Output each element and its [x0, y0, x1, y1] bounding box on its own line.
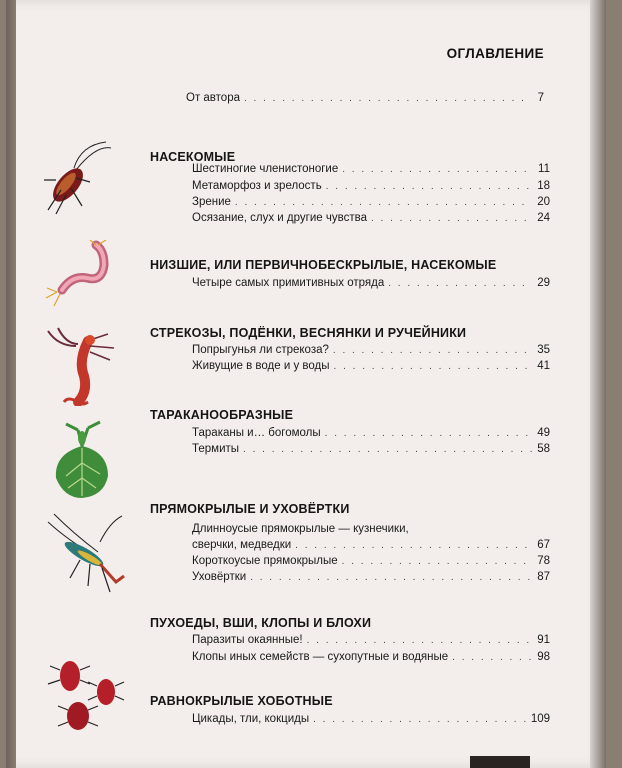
book-page	[6, 0, 606, 768]
toc-entry[interactable]: Цикады, тли, кокциды . . . 109	[192, 713, 550, 729]
toc-entry[interactable]: Термиты . . . 58	[192, 443, 550, 459]
cockroach-illustration	[36, 140, 116, 220]
toc-entry[interactable]: Длинноусые прямокрылые — кузнечики,	[192, 523, 409, 535]
grasshopper-illustration	[40, 512, 126, 596]
toc-entry[interactable]: Осязание, слух и другие чувства . . . 24	[192, 212, 550, 228]
toc-title: ОГЛАВЛЕНИЕ	[446, 46, 544, 61]
toc-entry[interactable]: Тараканы и… богомолы . . . 49	[192, 427, 550, 443]
toc-entry[interactable]: Попрыгунья ли стрекоза? . . . 35	[192, 344, 550, 360]
toc-entry[interactable]: Короткоусые прямокрылые . . . 78	[192, 555, 550, 571]
section-heading: ТАРАКАНООБРАЗНЫЕ	[150, 408, 294, 422]
bugs-illustration	[46, 652, 130, 738]
toc-entry[interactable]: Паразиты окаянные! . . . 91	[192, 634, 550, 650]
page-shadow	[470, 756, 530, 768]
section-heading: СТРЕКОЗЫ, ПОДЁНКИ, ВЕСНЯНКИ И РУЧЕЙНИКИ	[150, 326, 467, 340]
toc-entry[interactable]: Метаморфоз и зрелость . . . 18	[192, 180, 550, 196]
toc-entry[interactable]: Живущие в воде и у воды . . . 41	[192, 360, 550, 376]
page-spine	[6, 0, 16, 768]
toc-entry[interactable]: Шестиногие членистоногие . . . 11	[192, 163, 550, 179]
section-heading: НИЗШИЕ, ИЛИ ПЕРВИЧНОБЕСКРЫЛЫЕ, НАСЕКОМЫЕ	[150, 258, 497, 272]
entry-page: 7	[537, 92, 544, 104]
page-edge	[590, 0, 606, 768]
section-heading: РАВНОКРЫЛЫЕ ХОБОТНЫЕ	[150, 694, 333, 708]
toc-entry[interactable]: сверчки, медведки . . . 67	[192, 539, 550, 555]
section-heading: НАСЕКОМЫЕ	[150, 150, 236, 164]
toc-entry-intro[interactable]	[186, 92, 544, 108]
silverfish-illustration	[42, 240, 122, 310]
toc-entry[interactable]: Четыре самых примитивных отряда . . . 29	[192, 277, 550, 293]
toc-entry[interactable]: Клопы иных семейств — сухопутные и водяные . . . 98	[192, 651, 550, 667]
section-heading: ПРЯМОКРЫЛЫЕ И УХОВЁРТКИ	[150, 502, 350, 516]
leaf-mantis-illustration	[42, 418, 122, 503]
entry-text: От автора	[186, 92, 240, 104]
section-heading: ПУХОЕДЫ, ВШИ, КЛОПЫ И БЛОХИ	[150, 616, 372, 630]
toc-entry[interactable]: Зрение . . . 20	[192, 196, 550, 212]
toc-entry[interactable]: Уховёртки . . . 87	[192, 571, 550, 587]
mayfly-larva-illustration	[38, 326, 124, 406]
